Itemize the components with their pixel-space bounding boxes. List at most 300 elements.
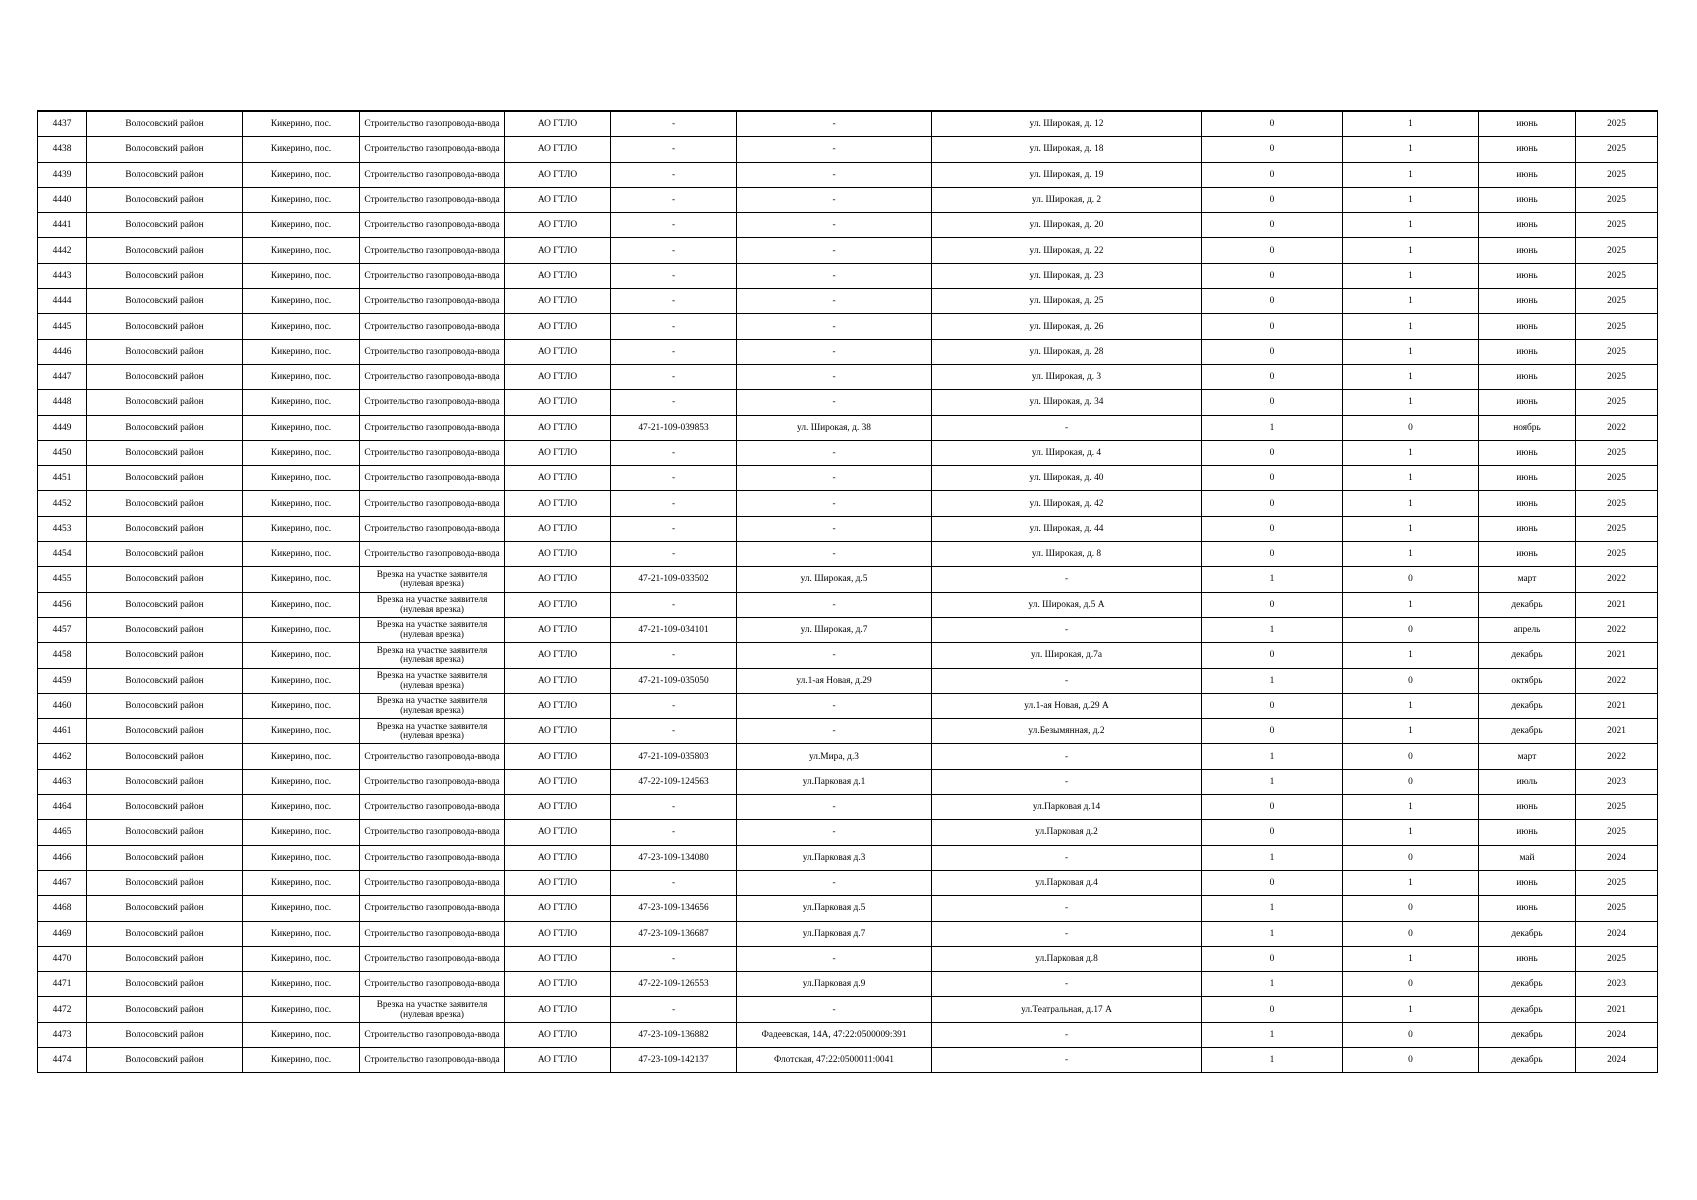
cell-count-planned: 1 bbox=[1343, 946, 1479, 971]
cell-district: Волосовский район bbox=[87, 567, 243, 592]
cell-count-connected: 0 bbox=[1202, 997, 1343, 1022]
cell-organization: АО ГТЛО bbox=[505, 390, 611, 415]
table-row bbox=[38, 364, 1658, 389]
cell-district: Волосовский район bbox=[87, 1022, 243, 1047]
cell-planned-address: ул. Широкая, д. 42 bbox=[932, 491, 1202, 516]
cell-month: декабрь bbox=[1479, 1047, 1576, 1072]
cell-organization: АО ГТЛО bbox=[505, 617, 611, 642]
cell-organization: АО ГТЛО bbox=[505, 415, 611, 440]
cell-count-connected: 0 bbox=[1202, 137, 1343, 162]
cell-year: 2025 bbox=[1576, 289, 1658, 314]
cell-count-planned: 1 bbox=[1343, 719, 1479, 744]
cell-month: декабрь bbox=[1479, 592, 1576, 617]
table-row bbox=[38, 769, 1658, 794]
cell-work-type: Строительство газопровода-ввода bbox=[360, 845, 505, 870]
cell-connected-address: - bbox=[737, 795, 932, 820]
cell-organization: АО ГТЛО bbox=[505, 896, 611, 921]
cell-year: 2025 bbox=[1576, 820, 1658, 845]
cell-work-type: Строительство газопровода-ввода bbox=[360, 390, 505, 415]
cell-connected-address: - bbox=[737, 137, 932, 162]
cell-work-type: Врезка на участке заявителя (нулевая врезка) bbox=[360, 997, 505, 1022]
cell-district: Волосовский район bbox=[87, 187, 243, 212]
cell-count-planned: 0 bbox=[1343, 1022, 1479, 1047]
cell-count-connected: 0 bbox=[1202, 795, 1343, 820]
cell-organization: АО ГТЛО bbox=[505, 289, 611, 314]
cell-cadastral-number: 47-22-109-126553 bbox=[611, 972, 737, 997]
cell-connected-address: Фадеевская, 14А, 47:22:0500009:391 bbox=[737, 1022, 932, 1047]
cell-settlement: Кикерино, пос. bbox=[243, 466, 360, 491]
cell-organization: АО ГТЛО bbox=[505, 238, 611, 263]
cell-district: Волосовский район bbox=[87, 820, 243, 845]
cell-row-number: 4440 bbox=[38, 187, 87, 212]
cell-year: 2025 bbox=[1576, 111, 1658, 137]
cell-district: Волосовский район bbox=[87, 592, 243, 617]
cell-month: июнь bbox=[1479, 339, 1576, 364]
cell-month: июнь bbox=[1479, 946, 1576, 971]
cell-settlement: Кикерино, пос. bbox=[243, 289, 360, 314]
cell-cadastral-number: - bbox=[611, 364, 737, 389]
cell-planned-address: ул. Широкая, д. 40 bbox=[932, 466, 1202, 491]
cell-organization: АО ГТЛО bbox=[505, 921, 611, 946]
cell-month: июнь bbox=[1479, 870, 1576, 895]
cell-connected-address: - bbox=[737, 870, 932, 895]
cell-count-connected: 0 bbox=[1202, 491, 1343, 516]
cell-cadastral-number: - bbox=[611, 820, 737, 845]
cell-month: декабрь bbox=[1479, 643, 1576, 668]
cell-settlement: Кикерино, пос. bbox=[243, 719, 360, 744]
cell-planned-address: ул. Широкая, д. 28 bbox=[932, 339, 1202, 364]
cell-row-number: 4442 bbox=[38, 238, 87, 263]
cell-year: 2022 bbox=[1576, 617, 1658, 642]
cell-year: 2024 bbox=[1576, 921, 1658, 946]
cell-month: июль bbox=[1479, 769, 1576, 794]
cell-month: июнь bbox=[1479, 466, 1576, 491]
cell-district: Волосовский район bbox=[87, 238, 243, 263]
cell-organization: АО ГТЛО bbox=[505, 719, 611, 744]
cell-count-planned: 1 bbox=[1343, 390, 1479, 415]
cell-row-number: 4474 bbox=[38, 1047, 87, 1072]
cell-settlement: Кикерино, пос. bbox=[243, 111, 360, 137]
cell-row-number: 4455 bbox=[38, 567, 87, 592]
cell-work-type: Строительство газопровода-ввода bbox=[360, 972, 505, 997]
cell-planned-address: - bbox=[932, 668, 1202, 693]
cell-row-number: 4456 bbox=[38, 592, 87, 617]
cell-work-type: Врезка на участке заявителя (нулевая врезка) bbox=[360, 668, 505, 693]
cell-planned-address: ул. Широкая, д. 18 bbox=[932, 137, 1202, 162]
table-row bbox=[38, 162, 1658, 187]
cell-month: декабрь bbox=[1479, 1022, 1576, 1047]
cell-connected-address: ул. Широкая, д.7 bbox=[737, 617, 932, 642]
cell-organization: АО ГТЛО bbox=[505, 466, 611, 491]
cell-count-planned: 1 bbox=[1343, 289, 1479, 314]
cell-cadastral-number: - bbox=[611, 719, 737, 744]
table-row bbox=[38, 870, 1658, 895]
cell-month: июнь bbox=[1479, 289, 1576, 314]
cell-district: Волосовский район bbox=[87, 466, 243, 491]
cell-count-connected: 1 bbox=[1202, 769, 1343, 794]
cell-cadastral-number: - bbox=[611, 137, 737, 162]
cell-cadastral-number: - bbox=[611, 542, 737, 567]
cell-connected-address: - bbox=[737, 339, 932, 364]
cell-cadastral-number: - bbox=[611, 213, 737, 238]
cell-count-connected: 0 bbox=[1202, 187, 1343, 212]
cell-district: Волосовский район bbox=[87, 845, 243, 870]
cell-planned-address: ул. Широкая, д. 2 bbox=[932, 187, 1202, 212]
cell-month: июнь bbox=[1479, 263, 1576, 288]
cell-planned-address: ул. Широкая, д. 34 bbox=[932, 390, 1202, 415]
cell-district: Волосовский район bbox=[87, 162, 243, 187]
cell-district: Волосовский район bbox=[87, 1047, 243, 1072]
cell-year: 2025 bbox=[1576, 542, 1658, 567]
cell-count-connected: 1 bbox=[1202, 921, 1343, 946]
cell-year: 2023 bbox=[1576, 972, 1658, 997]
cell-connected-address: ул. Широкая, д.5 bbox=[737, 567, 932, 592]
cell-planned-address: ул. Широкая, д. 44 bbox=[932, 516, 1202, 541]
cell-settlement: Кикерино, пос. bbox=[243, 946, 360, 971]
cell-count-connected: 0 bbox=[1202, 820, 1343, 845]
table-row bbox=[38, 238, 1658, 263]
cell-district: Волосовский район bbox=[87, 339, 243, 364]
cell-month: октябрь bbox=[1479, 668, 1576, 693]
cell-year: 2025 bbox=[1576, 390, 1658, 415]
cell-connected-address: - bbox=[737, 542, 932, 567]
cell-count-planned: 0 bbox=[1343, 896, 1479, 921]
cell-year: 2025 bbox=[1576, 213, 1658, 238]
cell-year: 2022 bbox=[1576, 567, 1658, 592]
cell-district: Волосовский район bbox=[87, 289, 243, 314]
cell-count-planned: 1 bbox=[1343, 870, 1479, 895]
cell-connected-address: ул.Парковая д.7 bbox=[737, 921, 932, 946]
cell-settlement: Кикерино, пос. bbox=[243, 213, 360, 238]
cell-planned-address: ул.Парковая д.8 bbox=[932, 946, 1202, 971]
cell-count-planned: 0 bbox=[1343, 567, 1479, 592]
cell-settlement: Кикерино, пос. bbox=[243, 870, 360, 895]
cell-connected-address: - bbox=[737, 946, 932, 971]
cell-work-type: Врезка на участке заявителя (нулевая врезка) bbox=[360, 643, 505, 668]
cell-cadastral-number: 47-21-109-035803 bbox=[611, 744, 737, 769]
cell-count-connected: 0 bbox=[1202, 542, 1343, 567]
cell-cadastral-number: 47-23-109-142137 bbox=[611, 1047, 737, 1072]
cell-organization: АО ГТЛО bbox=[505, 213, 611, 238]
cell-district: Волосовский район bbox=[87, 213, 243, 238]
cell-count-planned: 0 bbox=[1343, 617, 1479, 642]
cell-year: 2024 bbox=[1576, 845, 1658, 870]
cell-year: 2025 bbox=[1576, 440, 1658, 465]
cell-row-number: 4444 bbox=[38, 289, 87, 314]
cell-planned-address: - bbox=[932, 1047, 1202, 1072]
table-row bbox=[38, 516, 1658, 541]
cell-settlement: Кикерино, пос. bbox=[243, 997, 360, 1022]
cell-district: Волосовский район bbox=[87, 946, 243, 971]
cell-planned-address: ул.Театральная, д.17 А bbox=[932, 997, 1202, 1022]
cell-connected-address: ул.Парковая д.5 bbox=[737, 896, 932, 921]
cell-cadastral-number: 47-23-109-134080 bbox=[611, 845, 737, 870]
cell-planned-address: - bbox=[932, 845, 1202, 870]
cell-year: 2025 bbox=[1576, 516, 1658, 541]
cell-organization: АО ГТЛО bbox=[505, 744, 611, 769]
table-row bbox=[38, 592, 1658, 617]
cell-count-planned: 1 bbox=[1343, 795, 1479, 820]
cell-cadastral-number: - bbox=[611, 314, 737, 339]
cell-count-connected: 1 bbox=[1202, 972, 1343, 997]
cell-month: июнь bbox=[1479, 238, 1576, 263]
cell-row-number: 4471 bbox=[38, 972, 87, 997]
cell-row-number: 4443 bbox=[38, 263, 87, 288]
cell-year: 2025 bbox=[1576, 339, 1658, 364]
table-row bbox=[38, 1047, 1658, 1072]
cell-settlement: Кикерино, пос. bbox=[243, 643, 360, 668]
cell-district: Волосовский район bbox=[87, 111, 243, 137]
cell-row-number: 4448 bbox=[38, 390, 87, 415]
cell-cadastral-number: - bbox=[611, 997, 737, 1022]
cell-count-planned: 0 bbox=[1343, 921, 1479, 946]
cell-organization: АО ГТЛО bbox=[505, 668, 611, 693]
table-row bbox=[38, 339, 1658, 364]
cell-settlement: Кикерино, пос. bbox=[243, 592, 360, 617]
cell-settlement: Кикерино, пос. bbox=[243, 187, 360, 212]
cell-work-type: Строительство газопровода-ввода bbox=[360, 1022, 505, 1047]
cell-organization: АО ГТЛО bbox=[505, 111, 611, 137]
cell-work-type: Врезка на участке заявителя (нулевая врезка) bbox=[360, 719, 505, 744]
table-row bbox=[38, 415, 1658, 440]
table-row bbox=[38, 289, 1658, 314]
cell-work-type: Строительство газопровода-ввода bbox=[360, 339, 505, 364]
cell-connected-address: - bbox=[737, 516, 932, 541]
cell-connected-address: - bbox=[737, 592, 932, 617]
table-row bbox=[38, 542, 1658, 567]
cell-cadastral-number: - bbox=[611, 946, 737, 971]
cell-count-planned: 0 bbox=[1343, 1047, 1479, 1072]
cell-organization: АО ГТЛО bbox=[505, 769, 611, 794]
cell-month: июнь bbox=[1479, 314, 1576, 339]
cell-count-planned: 0 bbox=[1343, 744, 1479, 769]
table-row bbox=[38, 466, 1658, 491]
cell-row-number: 4469 bbox=[38, 921, 87, 946]
table-row bbox=[38, 921, 1658, 946]
cell-count-planned: 1 bbox=[1343, 263, 1479, 288]
cell-district: Волосовский район bbox=[87, 921, 243, 946]
cell-count-planned: 1 bbox=[1343, 592, 1479, 617]
cell-count-connected: 1 bbox=[1202, 845, 1343, 870]
cell-connected-address: - bbox=[737, 440, 932, 465]
cell-work-type: Строительство газопровода-ввода bbox=[360, 263, 505, 288]
cell-count-planned: 1 bbox=[1343, 466, 1479, 491]
cell-work-type: Врезка на участке заявителя (нулевая врезка) bbox=[360, 592, 505, 617]
cell-planned-address: - bbox=[932, 567, 1202, 592]
table-row bbox=[38, 744, 1658, 769]
cell-cadastral-number: 47-21-109-034101 bbox=[611, 617, 737, 642]
cell-count-connected: 1 bbox=[1202, 617, 1343, 642]
table-row bbox=[38, 390, 1658, 415]
cell-connected-address: - bbox=[737, 491, 932, 516]
cell-count-connected: 0 bbox=[1202, 719, 1343, 744]
cell-month: июнь bbox=[1479, 187, 1576, 212]
cell-month: июнь bbox=[1479, 390, 1576, 415]
cell-count-planned: 1 bbox=[1343, 314, 1479, 339]
gas-connections-table bbox=[37, 110, 1658, 1073]
cell-month: июнь bbox=[1479, 516, 1576, 541]
cell-row-number: 4458 bbox=[38, 643, 87, 668]
cell-organization: АО ГТЛО bbox=[505, 643, 611, 668]
table-row bbox=[38, 213, 1658, 238]
cell-count-connected: 1 bbox=[1202, 1022, 1343, 1047]
cell-count-connected: 0 bbox=[1202, 466, 1343, 491]
cell-count-connected: 0 bbox=[1202, 516, 1343, 541]
cell-settlement: Кикерино, пос. bbox=[243, 491, 360, 516]
cell-planned-address: ул.Парковая д.14 bbox=[932, 795, 1202, 820]
cell-planned-address: ул. Широкая, д.5 А bbox=[932, 592, 1202, 617]
cell-settlement: Кикерино, пос. bbox=[243, 364, 360, 389]
cell-connected-address: - bbox=[737, 390, 932, 415]
cell-month: июнь bbox=[1479, 820, 1576, 845]
cell-organization: АО ГТЛО bbox=[505, 137, 611, 162]
cell-settlement: Кикерино, пос. bbox=[243, 440, 360, 465]
cell-settlement: Кикерино, пос. bbox=[243, 744, 360, 769]
cell-row-number: 4451 bbox=[38, 466, 87, 491]
cell-work-type: Врезка на участке заявителя (нулевая врезка) bbox=[360, 617, 505, 642]
cell-organization: АО ГТЛО bbox=[505, 314, 611, 339]
table-row bbox=[38, 896, 1658, 921]
cell-cadastral-number: 47-23-109-136882 bbox=[611, 1022, 737, 1047]
cell-month: декабрь bbox=[1479, 997, 1576, 1022]
cell-district: Волосовский район bbox=[87, 263, 243, 288]
cell-organization: АО ГТЛО bbox=[505, 567, 611, 592]
cell-month: июнь bbox=[1479, 795, 1576, 820]
cell-work-type: Строительство газопровода-ввода bbox=[360, 542, 505, 567]
cell-count-planned: 0 bbox=[1343, 769, 1479, 794]
cell-district: Волосовский район bbox=[87, 440, 243, 465]
cell-settlement: Кикерино, пос. bbox=[243, 820, 360, 845]
cell-count-planned: 1 bbox=[1343, 364, 1479, 389]
cell-district: Волосовский район bbox=[87, 744, 243, 769]
cell-month: декабрь bbox=[1479, 719, 1576, 744]
cell-settlement: Кикерино, пос. bbox=[243, 567, 360, 592]
cell-organization: АО ГТЛО bbox=[505, 516, 611, 541]
cell-connected-address: - bbox=[737, 643, 932, 668]
cell-planned-address: ул. Широкая, д. 12 bbox=[932, 111, 1202, 137]
cell-row-number: 4459 bbox=[38, 668, 87, 693]
cell-count-planned: 1 bbox=[1343, 542, 1479, 567]
cell-district: Волосовский район bbox=[87, 795, 243, 820]
cell-work-type: Строительство газопровода-ввода bbox=[360, 187, 505, 212]
cell-row-number: 4452 bbox=[38, 491, 87, 516]
cell-count-connected: 0 bbox=[1202, 364, 1343, 389]
cell-work-type: Строительство газопровода-ввода bbox=[360, 213, 505, 238]
cell-row-number: 4454 bbox=[38, 542, 87, 567]
cell-connected-address: ул.1-ая Новая, д.29 bbox=[737, 668, 932, 693]
cell-count-connected: 0 bbox=[1202, 592, 1343, 617]
cell-month: ноябрь bbox=[1479, 415, 1576, 440]
cell-cadastral-number: - bbox=[611, 795, 737, 820]
cell-organization: АО ГТЛО bbox=[505, 592, 611, 617]
cell-settlement: Кикерино, пос. bbox=[243, 668, 360, 693]
cell-row-number: 4462 bbox=[38, 744, 87, 769]
cell-work-type: Строительство газопровода-ввода bbox=[360, 769, 505, 794]
cell-settlement: Кикерино, пос. bbox=[243, 314, 360, 339]
cell-cadastral-number: 47-23-109-136687 bbox=[611, 921, 737, 946]
cell-connected-address: - bbox=[737, 263, 932, 288]
cell-work-type: Строительство газопровода-ввода bbox=[360, 896, 505, 921]
cell-work-type: Строительство газопровода-ввода bbox=[360, 137, 505, 162]
cell-planned-address: ул. Широкая, д. 23 bbox=[932, 263, 1202, 288]
cell-planned-address: - bbox=[932, 617, 1202, 642]
cell-row-number: 4468 bbox=[38, 896, 87, 921]
cell-work-type: Строительство газопровода-ввода bbox=[360, 111, 505, 137]
cell-cadastral-number: - bbox=[611, 162, 737, 187]
cell-district: Волосовский район bbox=[87, 617, 243, 642]
cell-row-number: 4470 bbox=[38, 946, 87, 971]
cell-count-connected: 0 bbox=[1202, 870, 1343, 895]
cell-count-connected: 0 bbox=[1202, 289, 1343, 314]
cell-year: 2022 bbox=[1576, 668, 1658, 693]
cell-cadastral-number: - bbox=[611, 187, 737, 212]
cell-count-planned: 1 bbox=[1343, 440, 1479, 465]
table-row bbox=[38, 567, 1658, 592]
cell-connected-address: ул.Парковая д.9 bbox=[737, 972, 932, 997]
cell-planned-address: - bbox=[932, 921, 1202, 946]
cell-row-number: 4466 bbox=[38, 845, 87, 870]
cell-settlement: Кикерино, пос. bbox=[243, 617, 360, 642]
cell-month: май bbox=[1479, 845, 1576, 870]
cell-month: июнь bbox=[1479, 162, 1576, 187]
cell-count-planned: 1 bbox=[1343, 997, 1479, 1022]
cell-cadastral-number: - bbox=[611, 289, 737, 314]
cell-work-type: Строительство газопровода-ввода bbox=[360, 516, 505, 541]
cell-district: Волосовский район bbox=[87, 314, 243, 339]
cell-year: 2024 bbox=[1576, 1047, 1658, 1072]
cell-row-number: 4449 bbox=[38, 415, 87, 440]
cell-organization: АО ГТЛО bbox=[505, 162, 611, 187]
cell-count-planned: 1 bbox=[1343, 213, 1479, 238]
cell-planned-address: - bbox=[932, 744, 1202, 769]
cell-connected-address: - bbox=[737, 364, 932, 389]
table-body bbox=[38, 111, 1658, 1073]
cell-month: июнь bbox=[1479, 213, 1576, 238]
cell-organization: АО ГТЛО bbox=[505, 339, 611, 364]
cell-year: 2023 bbox=[1576, 769, 1658, 794]
cell-planned-address: - bbox=[932, 415, 1202, 440]
cell-cadastral-number: - bbox=[611, 263, 737, 288]
cell-count-connected: 0 bbox=[1202, 339, 1343, 364]
cell-row-number: 4453 bbox=[38, 516, 87, 541]
table-row bbox=[38, 946, 1658, 971]
cell-count-planned: 1 bbox=[1343, 339, 1479, 364]
cell-count-connected: 0 bbox=[1202, 162, 1343, 187]
cell-settlement: Кикерино, пос. bbox=[243, 795, 360, 820]
cell-work-type: Строительство газопровода-ввода bbox=[360, 466, 505, 491]
cell-row-number: 4447 bbox=[38, 364, 87, 389]
cell-settlement: Кикерино, пос. bbox=[243, 845, 360, 870]
cell-district: Волосовский район bbox=[87, 870, 243, 895]
cell-planned-address: - bbox=[932, 1022, 1202, 1047]
cell-cadastral-number: 47-22-109-124563 bbox=[611, 769, 737, 794]
cell-organization: АО ГТЛО bbox=[505, 1047, 611, 1072]
cell-count-connected: 0 bbox=[1202, 946, 1343, 971]
cell-row-number: 4441 bbox=[38, 213, 87, 238]
cell-work-type: Строительство газопровода-ввода bbox=[360, 921, 505, 946]
cell-district: Волосовский район bbox=[87, 668, 243, 693]
cell-settlement: Кикерино, пос. bbox=[243, 1047, 360, 1072]
cell-cadastral-number: 47-21-109-035050 bbox=[611, 668, 737, 693]
cell-cadastral-number: - bbox=[611, 440, 737, 465]
cell-planned-address: ул.Безымянная, д.2 bbox=[932, 719, 1202, 744]
cell-connected-address: - bbox=[737, 238, 932, 263]
cell-count-connected: 0 bbox=[1202, 213, 1343, 238]
cell-organization: АО ГТЛО bbox=[505, 364, 611, 389]
cell-organization: АО ГТЛО bbox=[505, 1022, 611, 1047]
cell-planned-address: - bbox=[932, 896, 1202, 921]
cell-cadastral-number: - bbox=[611, 466, 737, 491]
